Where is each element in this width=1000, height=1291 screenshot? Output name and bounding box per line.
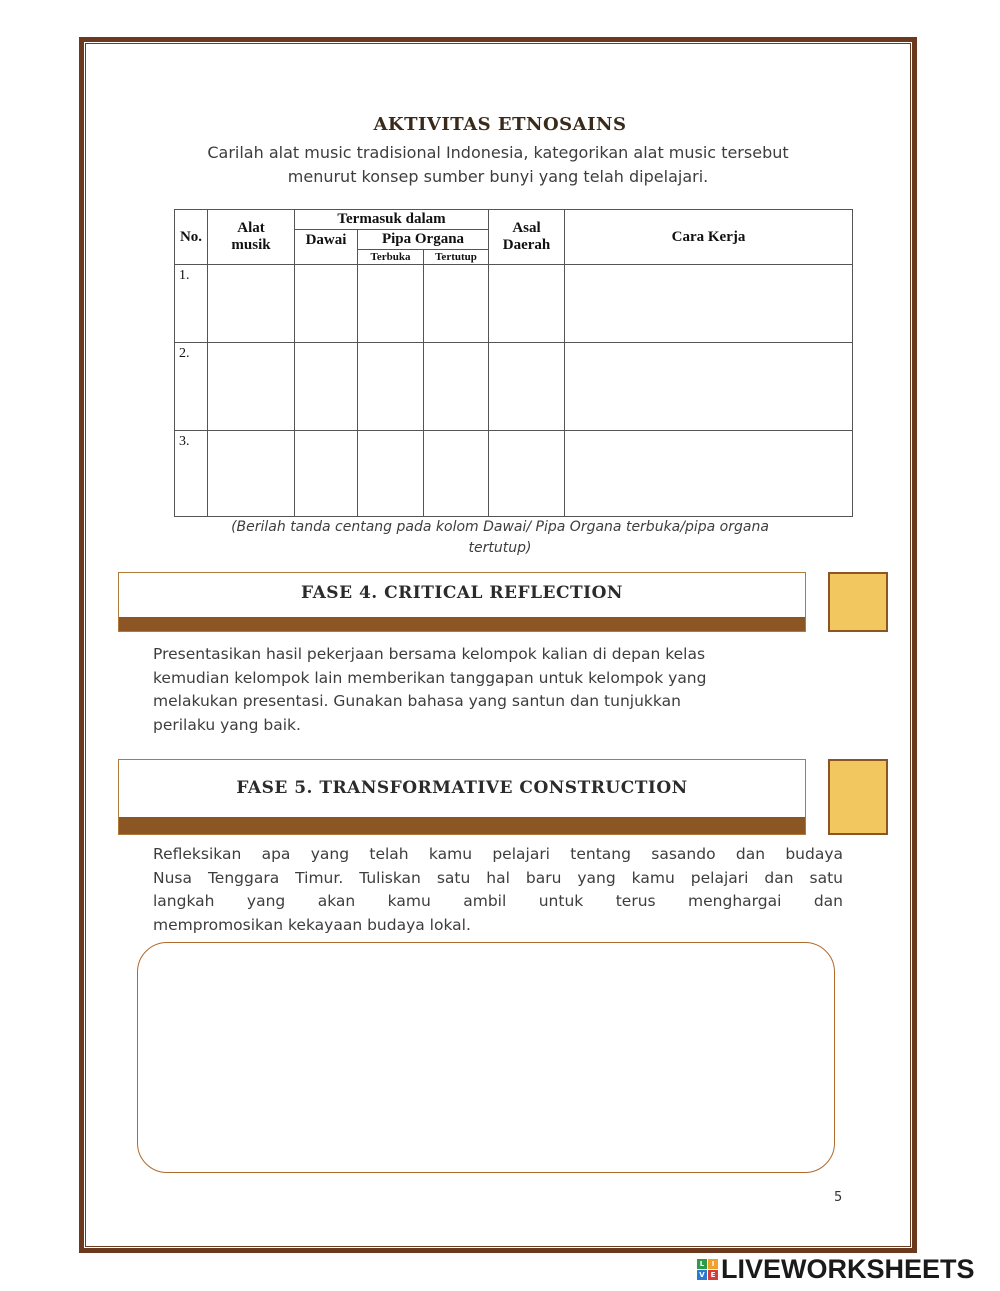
logo-letter-l: L: [697, 1259, 707, 1269]
liveworksheets-wordmark: LIVEWORKSHEETS: [721, 1254, 975, 1284]
fase5-line: Nusa Tenggara Timur. Tuliskan satu hal baru yang kamu pelajari dan satu: [153, 868, 843, 887]
cell-cara-kerja[interactable]: [565, 431, 853, 517]
fase4-title: FASE 4. CRITICAL REFLECTION: [301, 583, 623, 603]
cell-asal[interactable]: [489, 265, 565, 343]
row-number: 1.: [175, 265, 208, 343]
fase5-banner: [118, 759, 806, 835]
fase4-square: [828, 572, 888, 632]
table-row: [175, 343, 853, 431]
cell-dawai[interactable]: [295, 265, 358, 343]
cell-tertutup[interactable]: [424, 265, 489, 343]
table-note: [170, 517, 830, 559]
cell-asal[interactable]: [489, 343, 565, 431]
logo-letter-e: E: [708, 1270, 718, 1280]
fase5-text: [153, 843, 843, 937]
cell-alat[interactable]: [208, 343, 295, 431]
page-number: 5: [834, 1190, 843, 1205]
note-line-2: tertutup): [468, 540, 532, 556]
header-tertutup: Tertutup: [424, 250, 489, 265]
cell-tertutup[interactable]: [424, 343, 489, 431]
instrument-table: [174, 209, 853, 517]
header-pipa-organa: Pipa Organa: [358, 230, 489, 250]
row-number: 2.: [175, 343, 208, 431]
header-alat-line2: musik: [231, 237, 271, 253]
answer-box[interactable]: [137, 942, 835, 1173]
cell-terbuka[interactable]: [358, 431, 424, 517]
fase4-banner: [118, 572, 806, 632]
worksheet-intro: [150, 141, 846, 189]
cell-dawai[interactable]: [295, 431, 358, 517]
cell-alat[interactable]: [208, 265, 295, 343]
row-number: 3.: [175, 431, 208, 517]
header-asal-line1: Asal: [512, 220, 541, 236]
header-asal-daerah: [489, 210, 565, 265]
header-dawai: Dawai: [295, 230, 358, 265]
fase4-text: [153, 643, 843, 737]
header-alat-line1: Alat: [237, 220, 265, 236]
header-termasuk: Termasuk dalam: [295, 210, 489, 230]
fase4-line: perilaku yang baik.: [153, 715, 301, 734]
cell-cara-kerja[interactable]: [565, 343, 853, 431]
intro-line-1: Carilah alat music tradisional Indonesia, kategorikan alat music tersebut: [207, 143, 789, 162]
fase4-line: kemudian kelompok lain memberikan tanggapan untuk kelompok yang: [153, 668, 707, 687]
cell-tertutup[interactable]: [424, 431, 489, 517]
fase5-line: mempromosikan kekayaan budaya lokal.: [153, 915, 471, 934]
header-cara-kerja: Cara Kerja: [565, 210, 853, 265]
table-row: [175, 265, 853, 343]
fase4-bar: [119, 617, 805, 631]
cell-cara-kerja[interactable]: [565, 265, 853, 343]
logo-letter-i: I: [708, 1259, 718, 1269]
cell-terbuka[interactable]: [358, 265, 424, 343]
note-line-1: (Berilah tanda centang pada kolom Dawai/ Pipa Organa terbuka/pipa organa: [231, 519, 769, 535]
worksheet-title: AKTIVITAS ETNOSAINS: [373, 114, 627, 135]
table-row: [175, 431, 853, 517]
fase5-line: langkah yang akan kamu ambil untuk terus menghargai dan: [153, 892, 843, 910]
header-asal-line2: Daerah: [502, 237, 551, 253]
fase4-line: melakukan presentasi. Gunakan bahasa yang santun dan tunjukkan: [153, 692, 681, 710]
fase5-square: [828, 759, 888, 835]
fase5-line: Refleksikan apa yang telah kamu pelajari tentang sasando dan budaya: [153, 845, 843, 863]
logo-letter-v: V: [697, 1270, 707, 1280]
header-no: No.: [175, 210, 208, 265]
liveworksheets-logo-icon: [697, 1259, 721, 1281]
cell-dawai[interactable]: [295, 343, 358, 431]
header-alat-musik: [208, 210, 295, 265]
intro-line-2: menurut konsep sumber bunyi yang telah dipelajari.: [287, 167, 709, 186]
cell-asal[interactable]: [489, 431, 565, 517]
cell-alat[interactable]: [208, 431, 295, 517]
liveworksheets-brand: [697, 1254, 997, 1284]
fase4-line: Presentasikan hasil pekerjaan bersama kelompok kalian di depan kelas: [153, 645, 706, 663]
header-terbuka: Terbuka: [358, 250, 424, 265]
fase5-bar: [119, 817, 805, 834]
cell-terbuka[interactable]: [358, 343, 424, 431]
fase5-title: FASE 5. TRANSFORMATIVE CONSTRUCTION: [236, 778, 688, 798]
